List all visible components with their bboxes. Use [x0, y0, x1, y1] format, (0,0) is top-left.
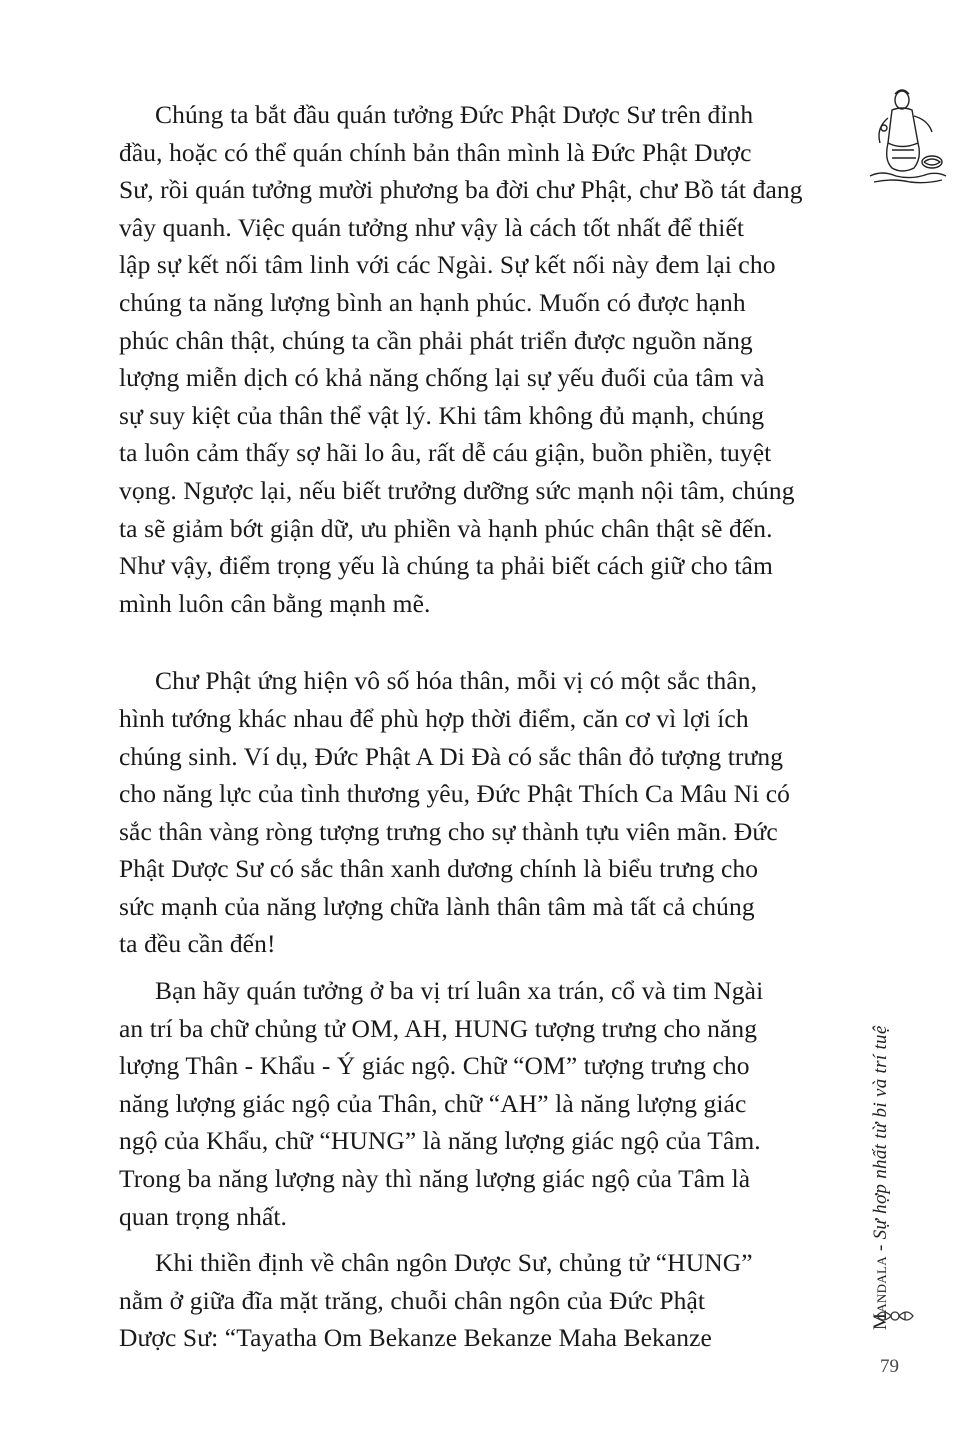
text-line: vọng. Ngược lại, nếu biết trưởng dưỡng sức mạnh nội tâm, chúng [119, 475, 795, 505]
text-line: Trong ba năng lượng này thì năng lượng giác ngộ của Tâm là [119, 1164, 751, 1194]
text-line: ta sẽ giảm bớt giận dữ, ưu phiền và hạnh phúc chân thật sẽ đến. [119, 513, 773, 543]
text-line: sức mạnh của năng lượng chữa lành thân tâm mà tất cả chúng [119, 891, 755, 921]
text-line: lượng Thân - Khẩu - Ý giác ngộ. Chữ “OM” tượng trưng cho [119, 1051, 750, 1081]
paragraph [119, 1244, 841, 1357]
text-line: lượng miễn dịch có khả năng chống lại sự yếu đuối của tâm và [119, 363, 765, 393]
text-line: Chúng ta bắt đầu quán tưởng Đức Phật Dược Sư trên đỉnh [155, 100, 754, 129]
paragraph [119, 662, 841, 963]
text-line: ta luôn cảm thấy sợ hãi lo âu, rất dễ cáu giận, buồn phiền, tuyệt [119, 438, 772, 468]
page-body [119, 96, 841, 1357]
text-line: an trí ba chữ chủng tử OM, AH, HUNG tượng trưng cho năng [119, 1013, 758, 1043]
running-title: Mandala - Sự hợp nhất từ bi và trí tuệ [870, 1025, 891, 1330]
text-line: chúng ta năng lượng bình an hạnh phúc. Muốn có được hạnh [119, 287, 746, 317]
text-line: lập sự kết nối tâm linh với các Ngài. Sự kết nối này đem lại cho [119, 250, 776, 280]
text-line: Dược Sư: “Tayatha Om Bekanze Bekanze Maha Bekanze [119, 1323, 712, 1353]
text-line: cho năng lực của tình thương yêu, Đức Phật Thích Ca Mâu Ni có [119, 779, 791, 809]
text-line: nằm ở giữa đĩa mặt trăng, chuỗi chân ngôn của Đức Phật [119, 1285, 706, 1315]
text-line: phúc chân thật, chúng ta cần phải phát triển được nguồn năng [119, 325, 753, 355]
text-line: sự suy kiệt của thân thể vật lý. Khi tâm không đủ mạnh, chúng [119, 400, 765, 430]
paragraph [119, 96, 841, 622]
text-line: Bạn hãy quán tưởng ở ba vị trí luân xa trán, cổ và tim Ngài [155, 976, 764, 1006]
text-line: đầu, hoặc có thể quán chính bản thân mình là Đức Phật Dược [119, 137, 752, 167]
text-line: mình luôn cân bằng mạnh mẽ. [119, 588, 431, 618]
text-line: chúng sinh. Ví dụ, Đức Phật A Di Đà có sắc thân đỏ tượng trưng [119, 741, 784, 771]
paragraph [119, 972, 841, 1235]
text-line: vây quanh. Việc quán tưởng như vậy là cách tốt nhất để thiết [119, 212, 745, 242]
vajra-ornament-icon [875, 1305, 915, 1327]
text-line: sắc thân vàng ròng tượng trưng cho sự thành tựu viên mãn. Đức [119, 816, 778, 846]
text-line: Chư Phật ứng hiện vô số hóa thân, mỗi vị có một sắc thân, [155, 666, 758, 696]
text-line: năng lượng giác ngộ của Thân, chữ “AH” là năng lượng giác [119, 1088, 747, 1118]
text-line: Như vậy, điểm trọng yếu là chúng ta phải biết cách giữ cho tâm [119, 551, 773, 581]
text-line: Sư, rồi quán tưởng mười phương ba đời chư Phật, chư Bồ tát đang [119, 175, 803, 205]
text-line: Khi thiền định về chân ngôn Dược Sư, chủng tử “HUNG” [155, 1248, 753, 1278]
text-line: ta đều cần đến! [119, 929, 276, 959]
text-line: quan trọng nhất. [119, 1201, 288, 1231]
text-line: hình tướng khác nhau để phù hợp thời điểm, căn cơ vì lợi ích [119, 703, 749, 733]
page-number: 79 [880, 1356, 899, 1377]
text-line: ngộ của Khẩu, chữ “HUNG” là năng lượng giác ngộ của Tâm. [119, 1126, 761, 1156]
buddha-figure-illustration [862, 88, 948, 188]
text-line: Phật Dược Sư có sắc thân xanh dương chính là biểu trưng cho [119, 854, 759, 884]
